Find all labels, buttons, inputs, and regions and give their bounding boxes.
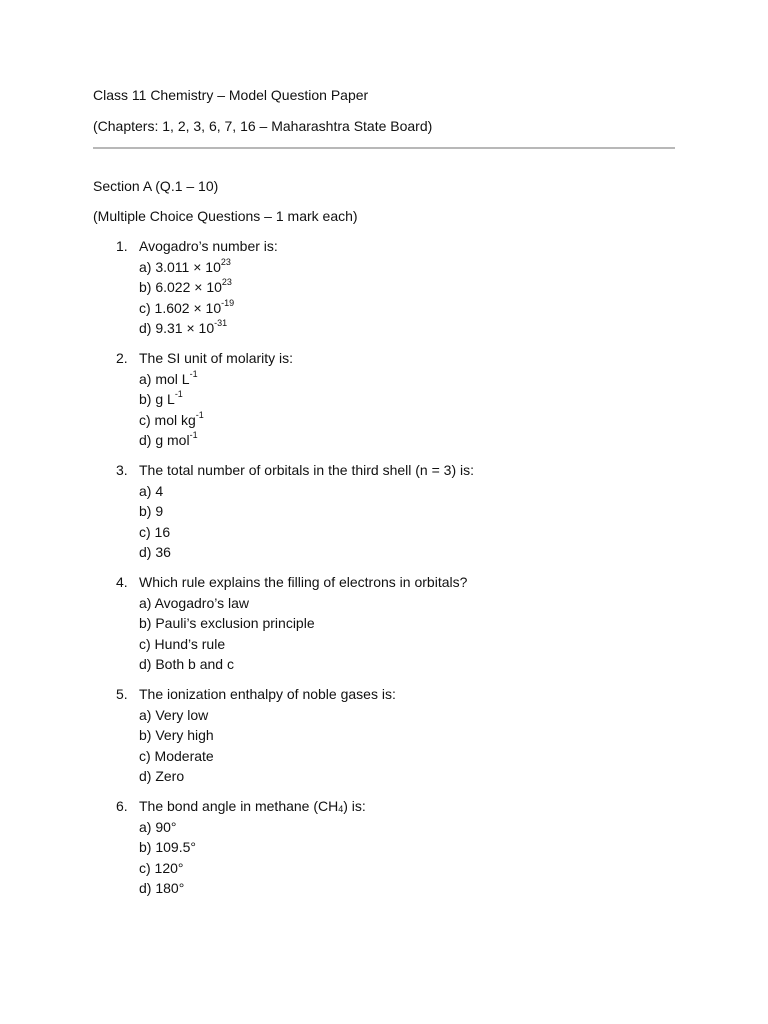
question-number: 6.	[116, 798, 128, 814]
option-c: c) Hund’s rule	[139, 636, 226, 652]
option-d: d) Zero	[139, 768, 185, 784]
option-d: d) $9.31 \times 10^{-31}$	[139, 318, 228, 336]
header-divider	[93, 147, 675, 149]
option-a: a) $3.011 \times 10^{23}$	[139, 257, 231, 275]
question-number: 1.	[116, 238, 128, 254]
question-text: Which rule explains the filling of electrons in orbitals?	[139, 574, 468, 590]
option-b: b) Very high	[139, 727, 214, 743]
question-text: The total number of orbitals in the third shell (n = 3) is:	[139, 462, 474, 478]
option-d: d) 180°	[139, 880, 185, 896]
question-text: Avogadro’s number is:	[139, 238, 278, 254]
section-instructions: (Multiple Choice Questions – 1 mark each)	[93, 208, 358, 224]
option-b: b) 9	[139, 503, 164, 519]
option-c: c) 16	[139, 524, 171, 540]
paper-title: Class 11 Chemistry – Model Question Paper	[93, 87, 369, 103]
question-number: 2.	[116, 350, 128, 366]
option-b: b) $6.022 \times 10^{23}$	[139, 277, 232, 295]
option-a: a) 4	[139, 483, 164, 499]
option-c: c) 120°	[139, 860, 184, 876]
option-b: b) Pauli’s exclusion principle	[139, 615, 315, 631]
option-c: c) Moderate	[139, 748, 214, 764]
option-b: b) 109.5°	[139, 839, 196, 855]
question-number: 3.	[116, 462, 128, 478]
option-a: a) Avogadro’s law	[139, 595, 249, 611]
question-number: 5.	[116, 686, 128, 702]
option-d: d) Both b and c	[139, 656, 234, 672]
option-d: d) g mol$^{-1}$	[139, 430, 198, 448]
option-a: a) mol $L^{-1}$	[139, 369, 198, 387]
option-d: d) 36	[139, 544, 171, 560]
option-c: c) $1.602 \times 10^{-19}$	[139, 298, 235, 316]
option-a: a) 90°	[139, 819, 177, 835]
section-title: Section A (Q.1 – 10)	[93, 178, 219, 194]
question-text: The bond angle in methane (CH4) is:	[139, 798, 366, 814]
question-number: 4.	[116, 574, 128, 590]
paper-subtitle: (Chapters: 1, 2, 3, 6, 7, 16 – Maharashtra State Board)	[93, 118, 433, 134]
option-a: a) Very low	[139, 707, 209, 723]
question-text: The SI unit of molarity is:	[139, 350, 294, 366]
question-text: The ionization enthalpy of noble gases is:	[139, 686, 396, 702]
option-b: b) g $L^{-1}$	[139, 389, 183, 407]
option-c: c) mol $kg^{-1}$	[139, 410, 204, 428]
